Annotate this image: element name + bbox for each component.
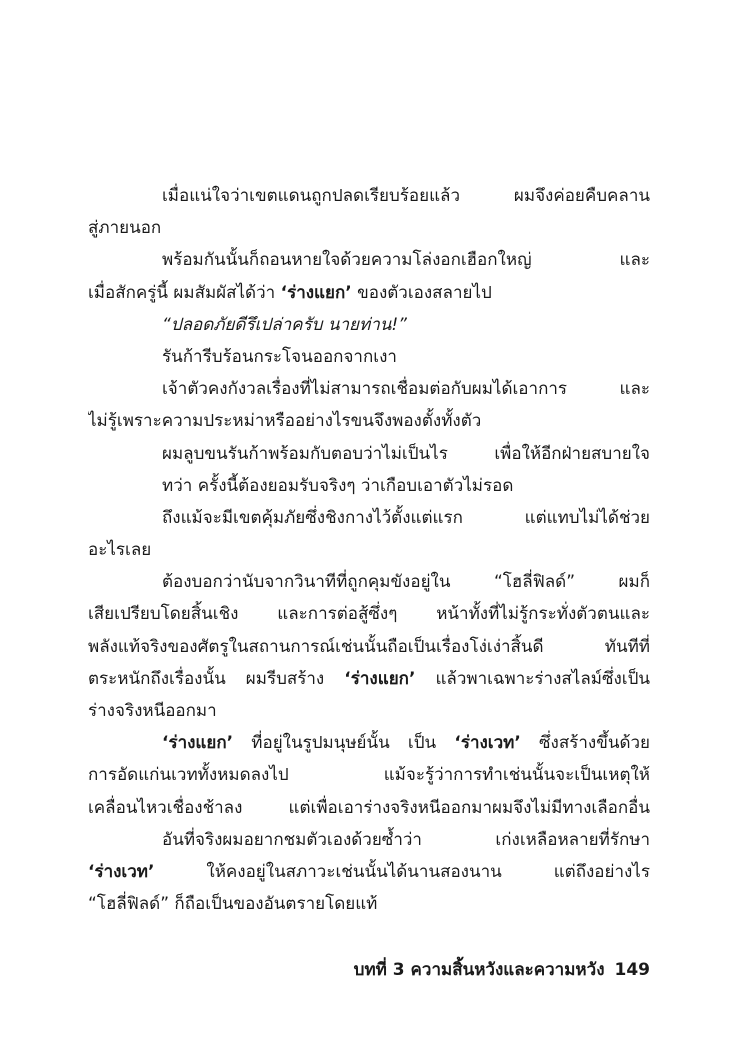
text-line [88, 888, 650, 920]
text-run: “โฮลี่ฟิลด์” ก็ถือเป็นของอันตรายโดยแท้ [88, 894, 378, 915]
text-line [88, 277, 650, 309]
text-run: ผมลูบขนรันก้าพร้อมกับตอบว่าไม่เป็นไร เพื่อให้อีกฝ่ายสบายใจ [162, 443, 650, 464]
text-run: พลังแท้จริงของศัตรูในสถานการณ์เช่นนั้นถือเป็นเรื่องโง่เง่าสิ้นดี ทันทีที่ [88, 636, 650, 657]
text-run: ตระหนักถึงเรื่องนั้น ผมรีบสร้าง [88, 668, 345, 689]
text-line [88, 309, 650, 341]
text-line [88, 373, 650, 405]
text-run: อันที่จริงผมอยากชมตัวเองด้วยซ้ำว่า เก่งเหลือหลายที่รักษา [162, 829, 650, 850]
text-line [88, 824, 650, 856]
text-run: เจ้าตัวคงกังวลเรื่องที่ไม่สามารถเชื่อมต่อกับผมได้เอาการ และ [162, 379, 650, 400]
text-line [88, 792, 650, 824]
text-line [88, 180, 650, 212]
bold-term: ‘ร่างแยก’ [162, 733, 234, 754]
text-run: ทว่า ครั้งนี้ต้องยอมรับจริงๆ ว่าเกือบเอาตัวไม่รอด [162, 475, 514, 496]
text-line [88, 695, 650, 727]
text-line [88, 502, 650, 534]
bold-term: ‘ร่างแยก’ [344, 668, 416, 689]
text-run: ที่อยู่ในรูปมนุษย์นั้น เป็น [233, 733, 455, 754]
page-number: 149 [614, 960, 650, 980]
chapter-title: บทที่ 3 ความสิ้นหวังและความหวัง [353, 960, 605, 980]
text-run: เมื่อสักครู่นี้ ผมสัมผัสได้ว่า [88, 282, 281, 303]
text-run: ไม่รู้เพราะความประหม่าหรืออย่างไรขนจึงพองตั้งทั้งตัว [88, 411, 482, 432]
bold-term: ‘ร่างเวท’ [88, 861, 155, 882]
text-run: ถึงแม้จะมีเขตคุ้มภัยซึ่งชิงกางไว้ตั้งแต่แรก แต่แทบไม่ได้ช่วย [162, 507, 650, 528]
bold-term: ‘ร่างแยก’ [280, 282, 352, 303]
body-text [88, 180, 650, 920]
text-line [88, 405, 650, 437]
text-run: ให้คงอยู่ในสภาวะเช่นนั้นได้นานสองนาน แต่ถึงอย่างไร [154, 861, 650, 882]
italic-quote: “ปลอดภัยดีรึเปล่าครับ นายท่าน!” [162, 314, 407, 335]
text-run: ของตัวเองสลายไป [351, 282, 492, 303]
text-run: แล้วพาเฉพาะร่างสไลม์ซึ่งเป็น [415, 668, 650, 689]
text-run: ร่างจริงหนีออกมา [88, 701, 217, 721]
text-run: ต้องบอกว่านับจากวินาทีที่ถูกคุมขังอยู่ใน “โฮลี่ฟิลด์” ผมก็ [162, 572, 650, 593]
text-line [88, 341, 650, 373]
text-run: เสียเปรียบโดยสิ้นเชิง และการต่อสู้ซึ่งๆ หน้าทั้งที่ไม่รู้กระทั่งตัวตนและ [88, 604, 650, 625]
text-line [88, 856, 650, 888]
text-line [88, 470, 650, 502]
text-run: เคลื่อนไหวเชื่องช้าลง แต่เพื่อเอาร่างจริงหนีออกมาผมจึงไม่มีทางเลือกอื่น [88, 797, 650, 818]
page-footer [88, 958, 650, 982]
text-run: สู่ภายนอก [88, 218, 162, 239]
text-line [88, 438, 650, 470]
text-run: เมื่อแน่ใจว่าเขตแดนถูกปลดเรียบร้อยแล้ว ผมจึงค่อยคืบคลาน [162, 186, 650, 206]
text-run: พร้อมกันนั้นก็ถอนหายใจด้วยความโล่งอกเฮือกใหญ่ และ [162, 250, 650, 271]
text-run: ซึ่งสร้างขึ้นด้วย [520, 733, 650, 754]
text-line [88, 598, 650, 630]
text-line [88, 631, 650, 663]
text-line [88, 663, 650, 695]
text-run: อะไรเลย [88, 540, 152, 561]
text-line [88, 566, 650, 598]
text-line [88, 244, 650, 276]
text-run: รันก้ารีบร้อนกระโจนออกจากเงา [162, 346, 397, 367]
text-run: การอัดแก่นเวททั้งหมดลงไป แม้จะรู้ว่าการทำเช่นนั้นจะเป็นเหตุให้ [88, 765, 650, 786]
text-line [88, 727, 650, 759]
text-line [88, 212, 650, 244]
text-line [88, 534, 650, 566]
text-line [88, 759, 650, 791]
bold-term: ‘ร่างเวท’ [454, 733, 521, 754]
